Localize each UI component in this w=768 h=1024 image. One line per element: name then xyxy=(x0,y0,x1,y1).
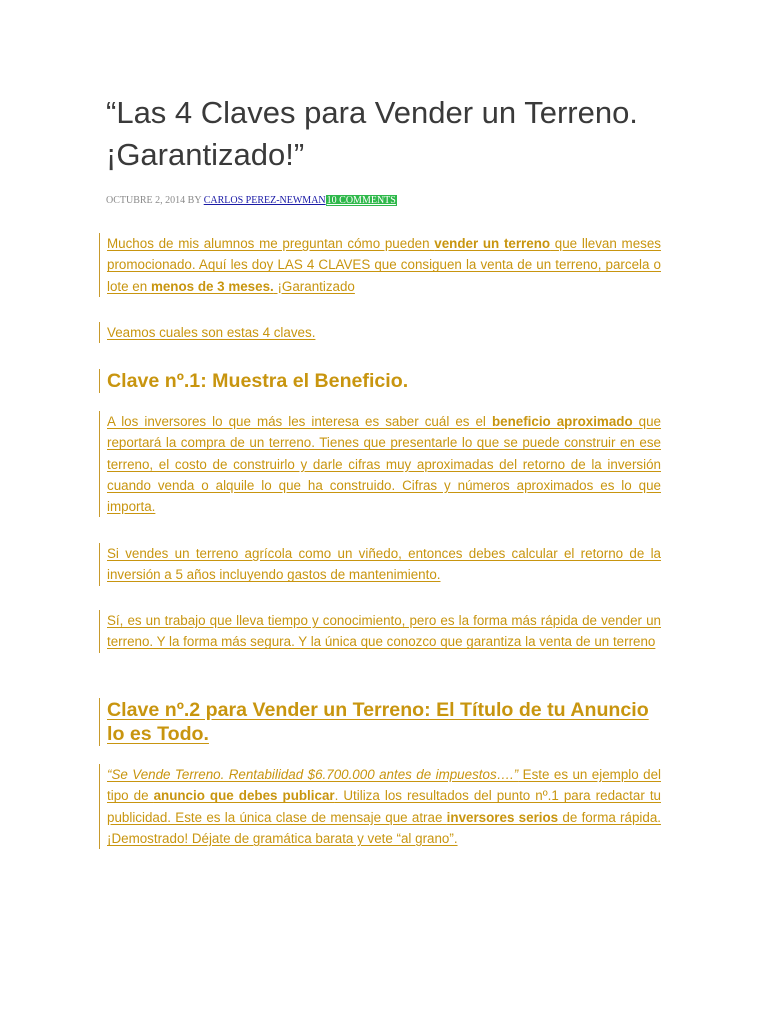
intro-block xyxy=(99,233,661,297)
clave1-paragraph-3[interactable]: Sí, es un trabajo que lleva tiempo y conocimiento, pero es la forma más rápida de vender un terreno. Y la forma más segura. Y la única que conozco que garantiza la venta de un terreno xyxy=(107,613,661,650)
clave1-p3-block xyxy=(99,610,661,653)
text-run: A los inversores lo que más les interesa es saber cuál es el xyxy=(107,414,492,429)
author-link[interactable]: CARLOS PEREZ-NEWMAN xyxy=(203,195,326,206)
bold-run: beneficio aproximado xyxy=(491,414,633,429)
italic-run: “Se Vende Terreno. Rentabilidad $6.700.000 antes de impuestos….” xyxy=(107,767,519,782)
text-run: que reportará la compra de un terreno. Tienes que presentarle lo que se puede construir en ese terreno, el costo de construirlo y darle cifras muy aproximadas del retorno de la inversión cuando venda o alquile lo que ha construido. Cifras y números aproximados es lo que importa. xyxy=(107,414,662,515)
post-meta xyxy=(106,195,397,207)
text-run: ¡Garantizado xyxy=(273,278,355,294)
clave2-heading[interactable]: Clave nº.2 para Vender un Terreno: El Título de tu Anuncio lo es Todo. xyxy=(107,699,649,745)
comments-link[interactable]: 10 COMMENTS xyxy=(326,195,396,206)
intro-paragraph[interactable] xyxy=(107,233,661,297)
clave2-paragraph-1[interactable] xyxy=(107,764,661,849)
clave1-heading-block xyxy=(99,369,661,393)
bold-run: inversores serios xyxy=(446,809,559,825)
text-run: Este es un ejemplo del tipo de xyxy=(107,767,661,804)
text-run: de forma rápida. ¡Demostrado! Déjate de gramática barata y vete “al grano”. xyxy=(107,809,661,846)
clave2-p1-block xyxy=(99,764,661,849)
article-title: “Las 4 Claves para Vender un Terreno. ¡Garantizado!” xyxy=(106,95,638,172)
text-run: que llevan meses promocionado. Aquí les doy LAS 4 CLAVES que consiguen la venta de un terreno, parcela o lote en xyxy=(107,236,661,294)
post-date: OCTUBRE 2, 2014 BY xyxy=(106,195,202,206)
veamos-block xyxy=(99,322,661,343)
clave1-heading: Clave nº.1: Muestra el Beneficio. xyxy=(107,370,409,392)
clave1-p1-block xyxy=(99,411,661,517)
bold-run: menos de 3 meses. xyxy=(150,278,274,294)
bold-run: vender un terreno xyxy=(434,236,551,251)
veamos-paragraph[interactable]: Veamos cuales son estas 4 claves. xyxy=(107,325,316,340)
clave1-paragraph-2[interactable]: Si vendes un terreno agrícola como un viñedo, entonces debes calcular el retorno de la inversión a 5 años incluyendo gastos de mantenimiento. xyxy=(107,546,661,583)
text-run: Muchos de mis alumnos me preguntan cómo pueden xyxy=(107,236,435,251)
text-run: . Utiliza los resultados del punto nº.1 para redactar tu publicidad. Este es la única clase de mensaje que atrae xyxy=(107,788,661,825)
clave1-paragraph-1[interactable] xyxy=(107,411,661,517)
clave1-p2-block xyxy=(99,543,661,586)
clave2-heading-block xyxy=(99,698,661,746)
bold-run: anuncio que debes publicar xyxy=(153,788,335,804)
